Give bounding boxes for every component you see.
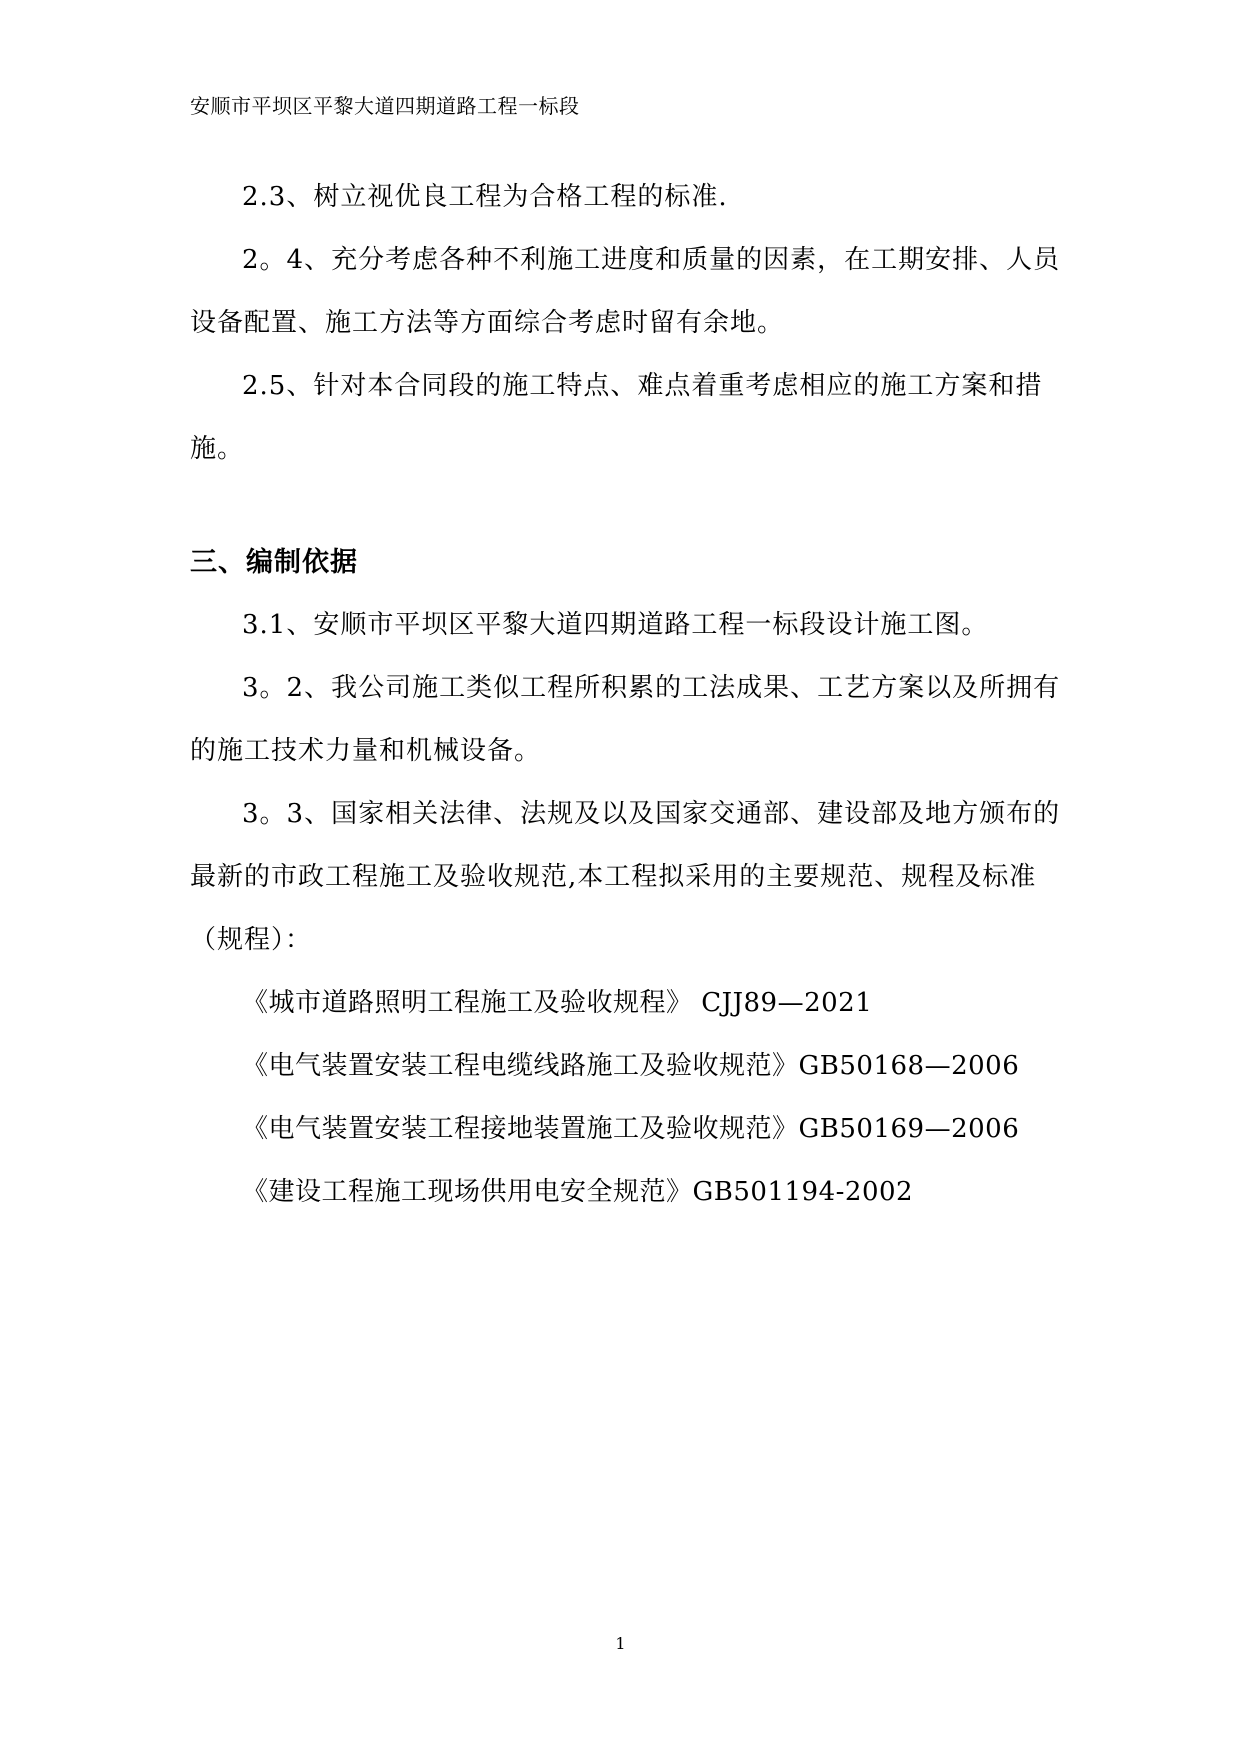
paragraph-2-4: 2。4、充分考虑各种不利施工进度和质量的因素，在工期安排、人员设备配置、施工方法等方面综合考虑时留有余地。 <box>190 245 1061 338</box>
standard-item: 《电气装置安装工程电缆线路施工及验收规范》GB50168—2006 <box>242 1051 1020 1081</box>
paragraph-3-2: 3。2、我公司施工类似工程所积累的工法成果、工艺方案以及所拥有的施工技术力量和机械设备。 <box>190 673 1061 766</box>
paragraph-2-3: 2.3、树立视优良工程为合格工程的标准. <box>242 182 728 212</box>
paragraph-3-1: 3.1、安顺市平坝区平黎大道四期道路工程一标段设计施工图。 <box>242 610 989 640</box>
standards-list <box>190 972 1070 1224</box>
paragraph-3-3: 3。3、国家相关法律、法规及以及国家交通部、建设部及地方颁布的最新的市政工程施工及验收规范,本工程拟采用的主要规范、规程及标准（规程）： <box>190 799 1061 955</box>
page-number: 1 <box>615 1634 626 1653</box>
standard-item: 《电气装置安装工程接地装置施工及验收规范》GB50169—2006 <box>242 1114 1020 1144</box>
section-heading-compilation-basis: 三、编制依据 <box>190 547 358 578</box>
document-body <box>190 166 1070 1224</box>
page-header-title: 安顺市平坝区平黎大道四期道路工程一标段 <box>190 94 580 118</box>
standard-item: 《建设工程施工现场供用电安全规范》GB501194-2002 <box>242 1177 914 1207</box>
paragraph-2-5: 2.5、针对本合同段的施工特点、难点着重考虑相应的施工方案和措施。 <box>190 371 1043 464</box>
standard-item: 《城市道路照明工程施工及验收规程》 CJJ89—2021 <box>242 988 873 1018</box>
